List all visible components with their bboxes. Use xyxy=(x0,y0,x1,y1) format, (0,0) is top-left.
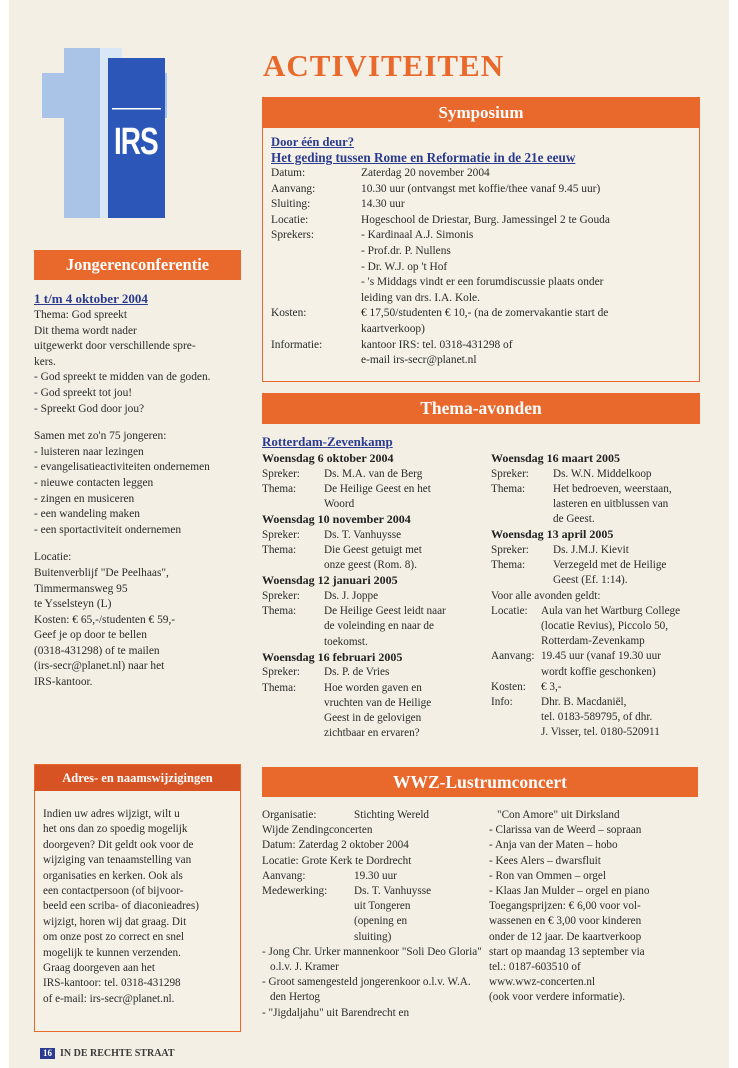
general-value: Aula van het Wartburg College (locatie Revius), Piccolo 50, Rotterdam-Zevenkamp xyxy=(541,604,681,648)
spreker-label: Spreker: xyxy=(491,544,529,556)
spreker-label: Spreker: xyxy=(262,666,300,679)
wwz-value: Grote Kerk te Dordrecht xyxy=(301,854,412,867)
thema-date: Woensdag 13 april 2005 xyxy=(491,527,614,542)
symposium-value: Zaterdag 20 november 2004 xyxy=(361,167,490,179)
wwz-header: WWZ-Lustrumconcert xyxy=(262,767,698,797)
wwz-right-line: (ook voor verdere informatie). xyxy=(489,991,626,1004)
logo-text: IRS xyxy=(114,120,158,163)
adres-header: Adres- en naamswijzigingen xyxy=(35,765,240,791)
footer xyxy=(40,1048,175,1059)
adres-line-7: beeld een scriba- of diaconieadres) xyxy=(43,900,199,913)
general-value: 19.45 uur (vanaf 19.30 uur wordt koffie geschonken) xyxy=(541,650,661,678)
thema-value: De Heilige Geest leidt naar de voleinding en naar de toekomst. xyxy=(324,605,446,648)
adres-line-1: Indien uw adres wijzigt, wilt u xyxy=(43,808,180,820)
adres-line-9: om onze post zo correct en snel xyxy=(43,931,185,944)
jongeren-theme-1: - God spreekt te midden van de goden. xyxy=(34,371,211,384)
adres-line-3: doorgeven? Dit geldt ook voor de xyxy=(43,838,194,851)
jongeren-intro-4: kers. xyxy=(34,355,56,368)
spreker-value: Ds. T. Vanhuysse xyxy=(324,528,402,541)
general-label: Locatie: xyxy=(491,604,528,617)
wwz-right-line: - Clarissa van de Weerd – sopraan xyxy=(489,824,642,837)
symposium-value: - Kardinaal A.J. Simonis - Prof.dr. P. Nullens - Dr. W.J. op 't Hof - 's Middags vindt er een forumdiscussie plaats onder leiding van drs. I.A. Kole. xyxy=(361,229,604,304)
jongeren-date[interactable]: 1 t/m 4 oktober 2004 xyxy=(34,291,148,306)
wwz-value: 19.30 uur xyxy=(354,869,397,882)
spreker-value: Ds. M.A. van de Berg xyxy=(324,467,423,480)
thema-location-title[interactable]: Rotterdam-Zevenkamp xyxy=(262,434,393,449)
thema-date: Woensdag 12 januari 2005 xyxy=(262,573,398,588)
symposium-title-1[interactable]: Door één deur? xyxy=(271,135,355,149)
adres-line-8: wijzigt, horen wij dat graag. Dit xyxy=(43,915,187,928)
thema-right-column xyxy=(491,451,703,741)
spreker-label: Spreker: xyxy=(262,528,300,541)
spreker-label: Spreker: xyxy=(262,590,300,602)
adres-line-4: wijziging van tenaamstelling van xyxy=(43,854,192,867)
thema-label: Thema: xyxy=(262,681,297,694)
adres-body xyxy=(35,791,240,1007)
jongeren-loc-5: Kosten: € 65,-/studenten € 59,- xyxy=(34,613,176,626)
symposium-label: Informatie: xyxy=(271,338,323,351)
general-value: Dhr. B. Macdaniël, tel. 0183-589795, of dhr. J. Visser, tel. 0180-520911 xyxy=(541,696,660,739)
thema-value: Verzegeld met de Heilige Geest (Ef. 1:14). xyxy=(553,559,667,587)
symposium-title-2[interactable]: Het geding tussen Rome en Reformatie in de 21e eeuw xyxy=(271,150,576,165)
spreker-label: Spreker: xyxy=(262,467,300,480)
page-number: 16 xyxy=(40,1048,55,1059)
thema-label: Thema: xyxy=(262,482,297,495)
jongeren-together: Samen met zo'n 75 jongeren: xyxy=(34,430,167,443)
wwz-value: Ds. T. Vanhuysse uit Tongeren (opening en sluiting) xyxy=(354,885,432,943)
wwz-list-item: - Groot samengesteld jongerenkoor o.l.v. W.A. den Hertog xyxy=(262,976,471,1004)
wwz-label: Organisatie: xyxy=(262,809,317,821)
symposium-value: 14.30 uur xyxy=(361,198,405,211)
wwz-value: Stichting Wereld xyxy=(354,809,430,821)
symposium-label: Kosten: xyxy=(271,307,307,320)
wwz-org-cont: Wijde Zendingconcerten xyxy=(262,824,373,837)
thema-label: Thema: xyxy=(262,544,297,556)
wwz-left-column xyxy=(262,808,484,1021)
jongeren-intro-1: Thema: God spreekt xyxy=(34,309,127,321)
wwz-label: Medewerking: xyxy=(262,885,328,898)
thema-date: Woensdag 16 maart 2005 xyxy=(491,451,620,465)
wwz-label: Locatie: xyxy=(262,854,299,867)
symposium-table xyxy=(271,166,693,369)
wwz-right-line: onder de 12 jaar. De kaartverkoop xyxy=(489,930,642,943)
wwz-right-line: - Klaas Jan Mulder – orgel en piano xyxy=(489,885,650,898)
jongeren-loc-8: (irs-secr@planet.nl) naar het xyxy=(34,660,165,673)
wwz-label: Aanvang: xyxy=(262,869,306,882)
jongeren-loc-1: Locatie: xyxy=(34,551,72,564)
jongeren-intro-2: Dit thema wordt nader xyxy=(34,324,137,337)
adres-line-6: een contactpersoon (of bijvoor- xyxy=(43,885,184,898)
wwz-right-line: - Ron van Ommen – orgel xyxy=(489,869,606,882)
jongeren-activity-3: - nieuwe contacten leggen xyxy=(34,476,154,489)
symposium-label: Locatie: xyxy=(271,213,309,226)
wwz-right-line: wassenen en € 3,00 voor kinderen xyxy=(489,915,642,928)
adres-line-5: organisaties en kerken. Ook als xyxy=(43,869,183,882)
thema-general-intro: Voor alle avonden geldt: xyxy=(491,589,601,602)
jongeren-loc-6: Geef je op door te bellen xyxy=(34,629,147,642)
symposium-label: Datum: xyxy=(271,167,306,179)
spreker-value: Ds. W.N. Middelkoop xyxy=(553,467,652,480)
wwz-right-line: "Con Amore" uit Dirksland xyxy=(497,809,620,821)
symposium-label: Sluiting: xyxy=(271,198,311,211)
page-title: ACTIVITEITEN xyxy=(263,48,505,83)
magazine-name: IN DE RECHTE STRAAT xyxy=(60,1048,175,1059)
jongeren-header: Jongerenconferentie xyxy=(34,250,241,280)
jongeren-body xyxy=(34,308,239,691)
jongeren-loc-2: Buitenverblijf "De Peelhaas", xyxy=(34,566,169,579)
jongeren-activity-2: - evangelisatieactiviteiten ondernemen xyxy=(34,461,210,474)
wwz-right-line: start op maandag 13 september via xyxy=(489,945,645,958)
thema-header: Thema-avonden xyxy=(262,393,700,424)
jongeren-activity-1: - luisteren naar lezingen xyxy=(34,445,144,458)
jongeren-activity-6: - een sportactiviteit ondernemen xyxy=(34,523,182,536)
symposium-box xyxy=(262,97,700,382)
adres-line-11: Graag doorgeven aan het xyxy=(43,962,155,975)
adres-line-10: mogelijk te kunnen verzenden. xyxy=(43,946,181,959)
spreker-value: Ds. P. de Vries xyxy=(324,666,390,679)
irs-logo xyxy=(42,48,167,218)
general-label: Kosten: xyxy=(491,680,526,693)
wwz-right-line: tel.: 0187-603510 of xyxy=(489,961,581,974)
thema-label: Thema: xyxy=(491,482,526,495)
jongeren-loc-9: IRS-kantoor. xyxy=(34,676,93,689)
general-label: Aanvang: xyxy=(491,650,535,663)
adres-box xyxy=(34,764,241,1032)
adres-line-2: het ons dan zo spoedig mogelijk xyxy=(43,823,188,836)
general-label: Info: xyxy=(491,696,513,709)
jongeren-loc-4: te Ysselsteyn (L) xyxy=(34,598,112,611)
adres-line-12: IRS-kantoor: tel. 0318-431298 xyxy=(43,977,181,990)
jongeren-loc-3: Timmermansweg 95 xyxy=(34,582,128,595)
general-value: € 3,- xyxy=(541,680,562,693)
spreker-value: Ds. J. Joppe xyxy=(324,590,379,602)
symposium-value: Hogeschool de Driestar, Burg. Jamessingel 2 te Gouda xyxy=(361,213,610,226)
adres-line-13: of e-mail: irs-secr@planet.nl. xyxy=(43,992,175,1005)
spreker-label: Spreker: xyxy=(491,467,529,480)
wwz-right-line: - Kees Alers – dwarsfluit xyxy=(489,854,601,867)
thema-date: Woensdag 16 februari 2005 xyxy=(262,649,403,664)
symposium-label: Sprekers: xyxy=(271,229,315,242)
thema-date: Woensdag 10 november 2004 xyxy=(262,512,411,527)
wwz-value: Zaterdag 2 oktober 2004 xyxy=(298,839,409,852)
jongeren-theme-2: - God spreekt tot jou! xyxy=(34,386,133,399)
jongeren-theme-3: - Spreekt God door jou? xyxy=(34,402,145,415)
symposium-label: Aanvang: xyxy=(271,182,316,195)
symposium-value: € 17,50/studenten € 10,- (na de zomervakantie start de kaartverkoop) xyxy=(361,307,609,335)
thema-value: Hoe worden gaven en vruchten van de Heilige Geest in de gelovigen zichtbaar en ervaren? xyxy=(324,681,432,740)
symposium-value: 10.30 uur (ontvangst met koffie/thee vanaf 9.45 uur) xyxy=(361,182,601,195)
spreker-value: Ds. J.M.J. Kievit xyxy=(553,544,629,556)
symposium-header: Symposium xyxy=(263,98,699,128)
wwz-right-line: - Anja van der Maten – hobo xyxy=(489,839,618,852)
wwz-list-item: - "Jigdaljahu" uit Barendrecht en xyxy=(262,1006,410,1019)
wwz-right-line: Toegangsprijzen: € 6,00 voor vol- xyxy=(489,900,641,913)
jongeren-activity-5: - een wandeling maken xyxy=(34,508,140,521)
thema-label: Thema: xyxy=(491,559,526,572)
wwz-right-column xyxy=(489,808,704,1006)
symposium-value: kantoor IRS: tel. 0318-431298 of e-mail irs-secr@planet.nl xyxy=(361,338,513,367)
jongeren-loc-7: (0318-431298) of te mailen xyxy=(34,644,160,657)
wwz-list-item: - Jong Chr. Urker mannenkoor "Soli Deo Gloria" o.l.v. J. Kramer xyxy=(262,945,482,974)
thema-left-column xyxy=(262,451,484,741)
thema-value: Die Geest getuigt met onze geest (Rom. 8). xyxy=(324,544,422,572)
jongeren-activity-4: - zingen en musiceren xyxy=(34,492,135,505)
thema-label: Thema: xyxy=(262,605,297,618)
thema-value: De Heilige Geest en het Woord xyxy=(324,482,431,510)
jongeren-intro-3: uitgewerkt door verschillende spre- xyxy=(34,340,196,353)
thema-value: Het bedroeven, weerstaan, lasteren en uitblussen van de Geest. xyxy=(553,482,672,526)
wwz-right-line[interactable]: www.wwz-concerten.nl xyxy=(489,976,596,989)
thema-date: Woensdag 6 oktober 2004 xyxy=(262,451,394,465)
wwz-label: Datum: xyxy=(262,839,296,852)
